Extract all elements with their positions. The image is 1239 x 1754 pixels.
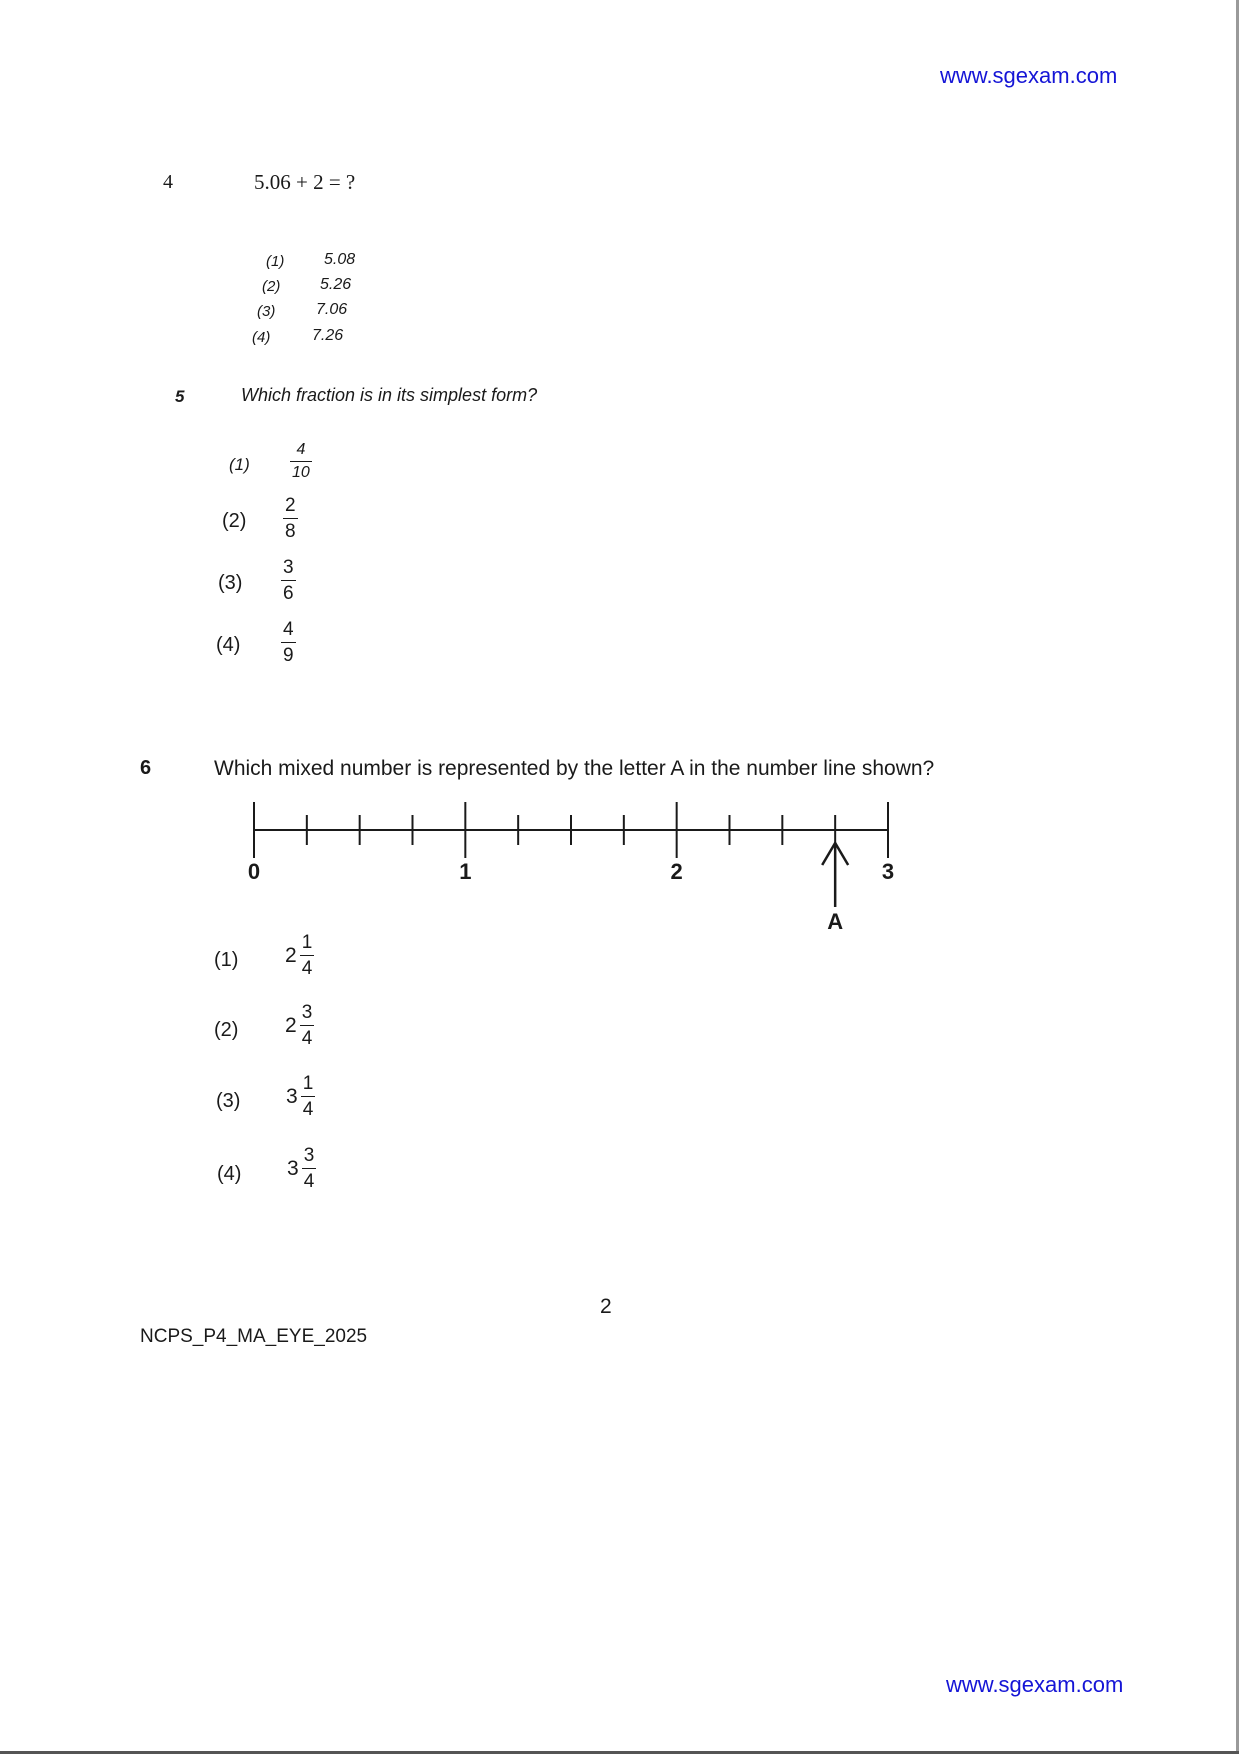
q5-option-3-label: (3) xyxy=(218,572,243,594)
number-line-label: 0 xyxy=(247,859,261,884)
q4-number: 4 xyxy=(163,171,173,193)
marker-label: A xyxy=(827,909,844,934)
header-website-link[interactable]: www.sgexam.com xyxy=(940,63,1118,88)
q6-option-1-whole: 2 xyxy=(285,943,297,967)
q5-option-2-fraction xyxy=(283,496,298,541)
q6-option-1-denominator: 4 xyxy=(301,958,313,979)
q5-option-3-fraction xyxy=(281,558,296,603)
q6-option-3-denominator: 4 xyxy=(302,1099,314,1120)
q6-option-1-numerator: 1 xyxy=(301,932,313,953)
q5-option-4-label: (4) xyxy=(216,634,241,656)
q6-option-4-mixed-number xyxy=(287,1146,316,1191)
q6-option-3-label: (3) xyxy=(216,1090,241,1112)
q6-option-3-numerator: 1 xyxy=(302,1073,314,1094)
q5-option-1-denominator: 10 xyxy=(292,464,310,481)
q4-option-1-label: (1) xyxy=(266,253,285,270)
number-line-label: 2 xyxy=(670,859,683,884)
q4-option-4-value: 7.26 xyxy=(312,327,344,344)
q5-question: Which fraction is in its simplest form? xyxy=(241,385,538,405)
q6-option-3-mixed-number xyxy=(286,1074,315,1119)
q5-option-2-label: (2) xyxy=(222,510,247,532)
paper-code: NCPS_P4_MA_EYE_2025 xyxy=(140,1326,368,1347)
q5-option-1-label: (1) xyxy=(229,455,250,474)
q4-option-1-value: 5.08 xyxy=(324,251,356,268)
q6-option-2-whole: 2 xyxy=(285,1013,297,1037)
q4-question: 5.06 + 2 = ? xyxy=(254,170,356,194)
q4-option-2-value: 5.26 xyxy=(320,276,352,293)
q5-option-3-denominator: 6 xyxy=(283,583,294,604)
page-number: 2 xyxy=(600,1295,612,1318)
q5-number: 5 xyxy=(175,387,185,406)
q5-option-4-denominator: 9 xyxy=(283,645,294,666)
q5-option-1-numerator: 4 xyxy=(296,441,306,458)
q6-question: Which mixed number is represented by the letter A in the number line shown? xyxy=(214,757,935,780)
footer-website-link[interactable]: www.sgexam.com xyxy=(946,1672,1124,1697)
q6-option-1-mixed-number xyxy=(285,933,314,978)
number-line-label: 3 xyxy=(881,859,895,884)
q6-option-2-numerator: 3 xyxy=(301,1002,313,1023)
q5-option-1-fraction xyxy=(290,442,312,481)
q5-option-4-fraction xyxy=(281,620,296,665)
q5-option-4-numerator: 4 xyxy=(283,619,294,640)
q6-option-4-denominator: 4 xyxy=(303,1171,315,1192)
q6-option-3-whole: 3 xyxy=(286,1084,298,1108)
q4-option-3-label: (3) xyxy=(257,303,276,320)
q6-option-4-numerator: 3 xyxy=(303,1145,315,1166)
number-line-diagram xyxy=(230,795,910,945)
q4-option-4-label: (4) xyxy=(252,329,271,346)
q5-option-2-numerator: 2 xyxy=(285,495,296,516)
q5-option-3-numerator: 3 xyxy=(283,557,294,578)
q6-option-2-label: (2) xyxy=(214,1019,239,1041)
number-line-label: 1 xyxy=(459,859,472,884)
q5-option-2-denominator: 8 xyxy=(285,521,296,542)
q6-option-1-label: (1) xyxy=(214,949,239,971)
q6-option-2-denominator: 4 xyxy=(301,1028,313,1049)
q6-number: 6 xyxy=(140,757,152,779)
q6-option-4-label: (4) xyxy=(217,1163,242,1185)
q6-option-4-whole: 3 xyxy=(287,1156,299,1180)
q6-option-2-mixed-number xyxy=(285,1003,314,1048)
q4-option-2-label: (2) xyxy=(262,278,281,295)
q4-option-3-value: 7.06 xyxy=(316,301,348,318)
